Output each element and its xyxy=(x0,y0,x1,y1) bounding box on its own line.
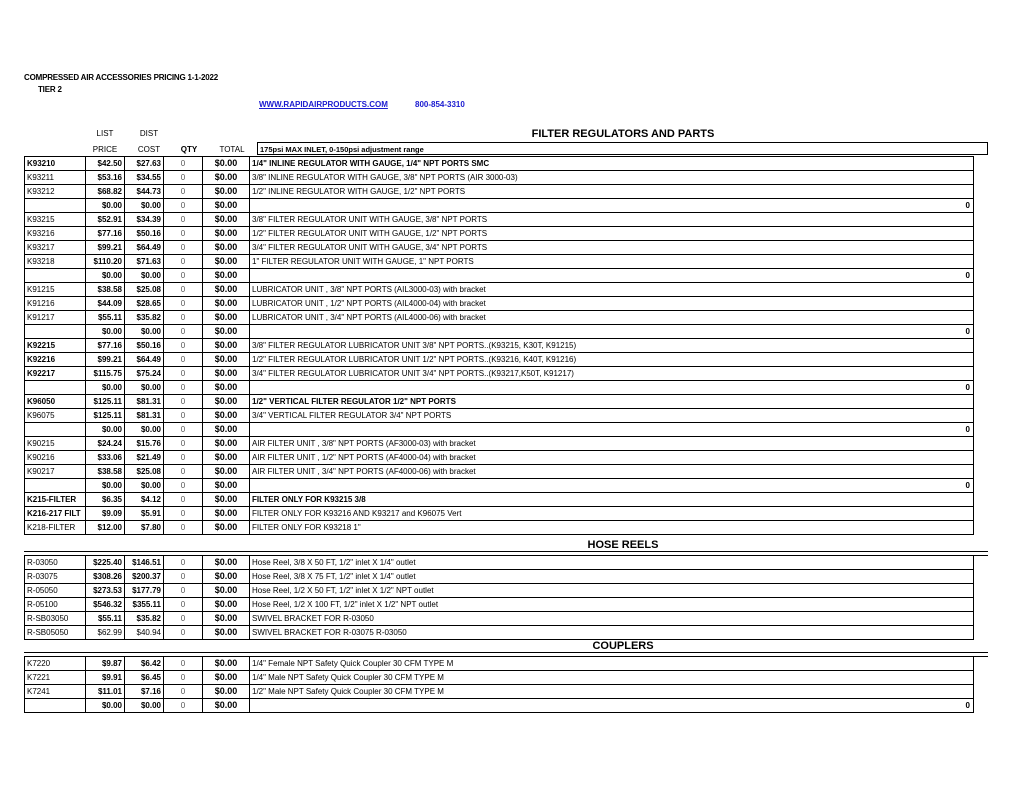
table-row xyxy=(25,598,974,612)
total-cell: $0.00 xyxy=(203,657,250,671)
qty-cell[interactable]: 0 xyxy=(164,325,203,339)
description: SWIVEL BRACKET FOR R-03075 R-03050 xyxy=(250,626,974,640)
part-number: K91216 xyxy=(25,297,86,311)
table-row xyxy=(25,507,974,521)
total-cell: $0.00 xyxy=(203,171,250,185)
dist-cost: $15.76 xyxy=(125,437,164,451)
qty-cell[interactable]: 0 xyxy=(164,213,203,227)
part-number: K90216 xyxy=(25,451,86,465)
total-cell: $0.00 xyxy=(203,227,250,241)
website-link[interactable]: WWW.RAPIDAIRPRODUCTS.COM xyxy=(259,100,388,109)
description: 3/8" FILTER REGULATOR UNIT WITH GAUGE, 3/8" NPT PORTS xyxy=(250,213,974,227)
description xyxy=(250,479,974,493)
table-row xyxy=(25,626,974,640)
description xyxy=(250,423,974,437)
list-price: $110.20 xyxy=(86,255,125,269)
description: 1/4" INLINE REGULATOR WITH GAUGE, 1/4" NPT PORTS SMC xyxy=(250,157,974,171)
dist-cost: $35.82 xyxy=(125,311,164,325)
description xyxy=(250,325,974,339)
part-number: K93216 xyxy=(25,227,86,241)
part-number xyxy=(25,325,86,339)
qty-cell[interactable]: 0 xyxy=(164,409,203,423)
dist-cost: $177.79 xyxy=(125,584,164,598)
qty-cell[interactable]: 0 xyxy=(164,381,203,395)
description: LUBRICATOR UNIT , 3/4" NPT PORTS (AIL4000-06) with bracket xyxy=(250,311,974,325)
list-price: $44.09 xyxy=(86,297,125,311)
total-cell: $0.00 xyxy=(203,556,250,570)
part-number: K93218 xyxy=(25,255,86,269)
total-cell: $0.00 xyxy=(203,570,250,584)
list-price: $225.40 xyxy=(86,556,125,570)
qty-cell[interactable]: 0 xyxy=(164,451,203,465)
total-cell: $0.00 xyxy=(203,185,250,199)
qty-cell[interactable]: 0 xyxy=(164,241,203,255)
dist-cost: $7.16 xyxy=(125,685,164,699)
dist-cost: $200.37 xyxy=(125,570,164,584)
list-price: $99.21 xyxy=(86,353,125,367)
part-number: K93217 xyxy=(25,241,86,255)
dist-cost: $0.00 xyxy=(125,199,164,213)
qty-cell[interactable]: 0 xyxy=(164,311,203,325)
dist-cost: $25.08 xyxy=(125,283,164,297)
list-price: $0.00 xyxy=(86,381,125,395)
part-number xyxy=(25,199,86,213)
total-cell: $0.00 xyxy=(203,339,250,353)
total-cell: $0.00 xyxy=(203,507,250,521)
list-price: $24.24 xyxy=(86,437,125,451)
description: AIR FILTER UNIT , 1/2" NPT PORTS (AF4000-04) with bracket xyxy=(250,451,974,465)
qty-cell[interactable]: 0 xyxy=(164,367,203,381)
list-price: $12.00 xyxy=(86,521,125,535)
part-number: K93212 xyxy=(25,185,86,199)
part-number: K215-FILTER xyxy=(25,493,86,507)
description: 1/4" Male NPT Safety Quick Coupler 30 CFM TYPE M xyxy=(250,671,974,685)
dist-cost: $25.08 xyxy=(125,465,164,479)
dist-cost: $6.45 xyxy=(125,671,164,685)
part-number: K7221 xyxy=(25,671,86,685)
qty-cell[interactable]: 0 xyxy=(164,353,203,367)
description: Hose Reel, 1/2 X 100 FT, 1/2" inlet X 1/2" NPT outlet xyxy=(250,598,974,612)
list-price: $55.11 xyxy=(86,612,125,626)
part-number: K96050 xyxy=(25,395,86,409)
part-number: K92217 xyxy=(25,367,86,381)
description: AIR FILTER UNIT , 3/4" NPT PORTS (AF4000-06) with bracket xyxy=(250,465,974,479)
dist-cost: $0.00 xyxy=(125,269,164,283)
list-price: $0.00 xyxy=(86,269,125,283)
row-zero-value: 0 xyxy=(965,201,970,210)
dist-cost: $21.49 xyxy=(125,451,164,465)
qty-cell[interactable]: 0 xyxy=(164,297,203,311)
qty-cell[interactable]: 0 xyxy=(164,171,203,185)
description: 3/4" FILTER REGULATOR LUBRICATOR UNIT 3/4" NPT PORTS..(K93217,K50T, K91217) xyxy=(250,367,974,381)
col-list-bottom: PRICE xyxy=(92,145,118,154)
col-dist-top: DIST xyxy=(139,129,159,138)
description xyxy=(250,699,974,713)
total-cell: $0.00 xyxy=(203,671,250,685)
list-price: $546.32 xyxy=(86,598,125,612)
table-row xyxy=(25,671,974,685)
table-row xyxy=(25,465,974,479)
tier-label: TIER 2 xyxy=(38,85,62,94)
description: Hose Reel, 3/8 X 75 FT, 1/2" inlet X 1/4" outlet xyxy=(250,570,974,584)
qty-cell[interactable]: 0 xyxy=(164,339,203,353)
dist-cost: $81.31 xyxy=(125,395,164,409)
table-row xyxy=(25,409,974,423)
list-price: $0.00 xyxy=(86,199,125,213)
table-row xyxy=(25,269,974,283)
table-row xyxy=(25,283,974,297)
total-cell: $0.00 xyxy=(203,325,250,339)
filter-section-title: FILTER REGULATORS AND PARTS xyxy=(531,128,715,140)
list-price: $0.00 xyxy=(86,325,125,339)
dist-cost: $64.49 xyxy=(125,353,164,367)
list-price: $77.16 xyxy=(86,339,125,353)
table-row xyxy=(25,325,974,339)
description: SWIVEL BRACKET FOR R-03050 xyxy=(250,612,974,626)
list-price: $38.58 xyxy=(86,465,125,479)
list-price: $0.00 xyxy=(86,423,125,437)
qty-cell[interactable]: 0 xyxy=(164,395,203,409)
description: 1/2" FILTER REGULATOR UNIT WITH GAUGE, 1/2" NPT PORTS xyxy=(250,227,974,241)
description: 3/8" INLINE REGULATOR WITH GAUGE, 3/8" NPT PORTS (AIR 3000-03) xyxy=(250,171,974,185)
part-number: K92215 xyxy=(25,339,86,353)
hose-section-title: HOSE REELS xyxy=(587,539,659,551)
part-number: K91215 xyxy=(25,283,86,297)
list-price: $42.50 xyxy=(86,157,125,171)
total-cell: $0.00 xyxy=(203,269,250,283)
table-row xyxy=(25,227,974,241)
table-row xyxy=(25,297,974,311)
description: 3/4" VERTICAL FILTER REGULATOR 3/4" NPT PORTS xyxy=(250,409,974,423)
dist-cost: $64.49 xyxy=(125,241,164,255)
table-row xyxy=(25,479,974,493)
qty-cell[interactable]: 0 xyxy=(164,479,203,493)
dist-cost: $0.00 xyxy=(125,381,164,395)
total-cell: $0.00 xyxy=(203,213,250,227)
table-row xyxy=(25,367,974,381)
table-row xyxy=(25,556,974,570)
qty-cell[interactable]: 0 xyxy=(164,465,203,479)
list-price: $68.82 xyxy=(86,185,125,199)
document-title: COMPRESSED AIR ACCESSORIES PRICING 1-1-2022 xyxy=(24,73,218,82)
qty-cell[interactable]: 0 xyxy=(164,283,203,297)
filter-table xyxy=(24,156,974,535)
qty-cell[interactable]: 0 xyxy=(164,556,203,570)
list-price: $0.00 xyxy=(86,479,125,493)
part-number: K93215 xyxy=(25,213,86,227)
total-cell: $0.00 xyxy=(203,199,250,213)
qty-cell[interactable]: 0 xyxy=(164,598,203,612)
total-cell: $0.00 xyxy=(203,409,250,423)
list-price: $9.91 xyxy=(86,671,125,685)
part-number: R-SB03050 xyxy=(25,612,86,626)
list-price: $6.35 xyxy=(86,493,125,507)
row-zero-value: 0 xyxy=(965,383,970,392)
total-cell: $0.00 xyxy=(203,451,250,465)
coupler-table xyxy=(24,656,974,713)
total-cell: $0.00 xyxy=(203,493,250,507)
part-number: K91217 xyxy=(25,311,86,325)
list-price: $52.91 xyxy=(86,213,125,227)
row-zero-value: 0 xyxy=(965,701,970,710)
description: AIR FILTER UNIT , 3/8" NPT PORTS (AF3000-03) with bracket xyxy=(250,437,974,451)
description xyxy=(250,199,974,213)
dist-cost: $5.91 xyxy=(125,507,164,521)
col-total: TOTAL xyxy=(219,145,245,154)
col-list-top: LIST xyxy=(96,129,114,138)
qty-cell[interactable]: 0 xyxy=(164,521,203,535)
qty-cell[interactable]: 0 xyxy=(164,199,203,213)
qty-cell[interactable]: 0 xyxy=(164,657,203,671)
row-zero-value: 0 xyxy=(965,425,970,434)
list-price: $62.99 xyxy=(86,626,125,640)
qty-cell[interactable]: 0 xyxy=(164,185,203,199)
table-row xyxy=(25,493,974,507)
description: 3/8" FILTER REGULATOR LUBRICATOR UNIT 3/8" NPT PORTS..(K93215, K30T, K91215) xyxy=(250,339,974,353)
dist-cost: $4.12 xyxy=(125,493,164,507)
table-row xyxy=(25,423,974,437)
part-number xyxy=(25,381,86,395)
table-row xyxy=(25,339,974,353)
total-cell: $0.00 xyxy=(203,157,250,171)
table-row xyxy=(25,157,974,171)
part-number: K7241 xyxy=(25,685,86,699)
dist-cost: $0.00 xyxy=(125,699,164,713)
part-number xyxy=(25,423,86,437)
table-row xyxy=(25,353,974,367)
total-cell: $0.00 xyxy=(203,626,250,640)
dist-cost: $7.80 xyxy=(125,521,164,535)
table-row xyxy=(25,570,974,584)
description: 3/4" FILTER REGULATOR UNIT WITH GAUGE, 3/4" NPT PORTS xyxy=(250,241,974,255)
part-number xyxy=(25,269,86,283)
dist-cost: $146.51 xyxy=(125,556,164,570)
total-cell: $0.00 xyxy=(203,381,250,395)
total-cell: $0.00 xyxy=(203,521,250,535)
qty-cell[interactable]: 0 xyxy=(164,507,203,521)
dist-cost: $71.63 xyxy=(125,255,164,269)
part-number: K93210 xyxy=(25,157,86,171)
couplers-section-title: COUPLERS xyxy=(592,640,654,652)
row-zero-value: 0 xyxy=(965,481,970,490)
qty-cell[interactable]: 0 xyxy=(164,685,203,699)
part-number: R-03075 xyxy=(25,570,86,584)
description: FILTER ONLY FOR K93218 1" xyxy=(250,521,974,535)
part-number: R-05050 xyxy=(25,584,86,598)
col-dist-bottom: COST xyxy=(137,145,161,154)
total-cell: $0.00 xyxy=(203,598,250,612)
qty-cell[interactable]: 0 xyxy=(164,437,203,451)
description: LUBRICATOR UNIT , 1/2" NPT PORTS (AIL4000-04) with bracket xyxy=(250,297,974,311)
total-cell: $0.00 xyxy=(203,241,250,255)
list-price: $53.16 xyxy=(86,171,125,185)
qty-cell[interactable]: 0 xyxy=(164,423,203,437)
list-price: $125.11 xyxy=(86,409,125,423)
total-cell: $0.00 xyxy=(203,479,250,493)
description: 1" FILTER REGULATOR UNIT WITH GAUGE, 1" NPT PORTS xyxy=(250,255,974,269)
description: FILTER ONLY FOR K93216 AND K93217 and K96075 Vert xyxy=(250,507,974,521)
table-row xyxy=(25,451,974,465)
dist-cost: $355.11 xyxy=(125,598,164,612)
qty-cell[interactable]: 0 xyxy=(164,255,203,269)
list-price: $0.00 xyxy=(86,699,125,713)
total-cell: $0.00 xyxy=(203,437,250,451)
part-number: K7220 xyxy=(25,657,86,671)
dist-cost: $50.16 xyxy=(125,227,164,241)
list-price: $273.53 xyxy=(86,584,125,598)
description: 1/4" Female NPT Safety Quick Coupler 30 CFM TYPE M xyxy=(250,657,974,671)
table-row xyxy=(25,311,974,325)
description: 1/2" FILTER REGULATOR LUBRICATOR UNIT 1/2" NPT PORTS..(K93216, K40T, K91216) xyxy=(250,353,974,367)
table-row xyxy=(25,612,974,626)
list-price: $99.21 xyxy=(86,241,125,255)
total-cell: $0.00 xyxy=(203,685,250,699)
table-row xyxy=(25,381,974,395)
qty-cell[interactable]: 0 xyxy=(164,157,203,171)
table-row xyxy=(25,199,974,213)
table-row xyxy=(25,521,974,535)
list-price: $11.01 xyxy=(86,685,125,699)
phone-number: 800-854-3310 xyxy=(415,100,465,109)
table-row xyxy=(25,657,974,671)
qty-cell[interactable]: 0 xyxy=(164,493,203,507)
qty-cell[interactable]: 0 xyxy=(164,227,203,241)
dist-cost: $28.65 xyxy=(125,297,164,311)
dist-cost: $81.31 xyxy=(125,409,164,423)
dist-cost: $0.00 xyxy=(125,423,164,437)
table-row xyxy=(25,437,974,451)
table-row xyxy=(25,685,974,699)
list-price: $38.58 xyxy=(86,283,125,297)
hose-table xyxy=(24,555,974,640)
dist-cost: $6.42 xyxy=(125,657,164,671)
table-row xyxy=(25,584,974,598)
total-cell: $0.00 xyxy=(203,255,250,269)
total-cell: $0.00 xyxy=(203,465,250,479)
total-cell: $0.00 xyxy=(203,367,250,381)
total-cell: $0.00 xyxy=(203,297,250,311)
total-cell: $0.00 xyxy=(203,395,250,409)
total-cell: $0.00 xyxy=(203,353,250,367)
dist-cost: $0.00 xyxy=(125,479,164,493)
dist-cost: $44.73 xyxy=(125,185,164,199)
list-price: $33.06 xyxy=(86,451,125,465)
qty-cell[interactable]: 0 xyxy=(164,612,203,626)
table-row xyxy=(25,699,974,713)
part-number: K92216 xyxy=(25,353,86,367)
description: FILTER ONLY FOR K93215 3/8 xyxy=(250,493,974,507)
dist-cost: $34.39 xyxy=(125,213,164,227)
qty-cell[interactable]: 0 xyxy=(164,584,203,598)
total-cell: $0.00 xyxy=(203,423,250,437)
description: 1/2" INLINE REGULATOR WITH GAUGE, 1/2" NPT PORTS xyxy=(250,185,974,199)
dist-cost: $40.94 xyxy=(125,626,164,640)
part-number: K216-217 FILT xyxy=(25,507,86,521)
part-number: R-05100 xyxy=(25,598,86,612)
description xyxy=(250,381,974,395)
part-number xyxy=(25,699,86,713)
dist-cost: $27.63 xyxy=(125,157,164,171)
qty-cell[interactable]: 0 xyxy=(164,269,203,283)
table-row xyxy=(25,171,974,185)
dist-cost: $35.82 xyxy=(125,612,164,626)
description: 1/2" Male NPT Safety Quick Coupler 30 CFM TYPE M xyxy=(250,685,974,699)
qty-cell[interactable]: 0 xyxy=(164,671,203,685)
dist-cost: $50.16 xyxy=(125,339,164,353)
table-row xyxy=(25,241,974,255)
description: Hose Reel, 1/2 X 50 FT, 1/2" inlet X 1/2" NPT outlet xyxy=(250,584,974,598)
table-row xyxy=(25,395,974,409)
table-row xyxy=(25,213,974,227)
col-qty: QTY xyxy=(180,145,198,154)
dist-cost: $0.00 xyxy=(125,325,164,339)
list-price: $115.75 xyxy=(86,367,125,381)
total-cell: $0.00 xyxy=(203,584,250,598)
total-cell: $0.00 xyxy=(203,612,250,626)
part-number: R-SB05050 xyxy=(25,626,86,640)
description xyxy=(250,269,974,283)
list-price: $55.11 xyxy=(86,311,125,325)
part-number: K93211 xyxy=(25,171,86,185)
dist-cost: $34.55 xyxy=(125,171,164,185)
list-price: $9.09 xyxy=(86,507,125,521)
qty-cell[interactable]: 0 xyxy=(164,699,203,713)
table-row xyxy=(25,255,974,269)
part-number: K90217 xyxy=(25,465,86,479)
total-cell: $0.00 xyxy=(203,283,250,297)
part-number: K218-FILTER xyxy=(25,521,86,535)
list-price: $125.11 xyxy=(86,395,125,409)
qty-cell[interactable]: 0 xyxy=(164,626,203,640)
total-cell: $0.00 xyxy=(203,699,250,713)
list-price: $77.16 xyxy=(86,227,125,241)
description: 1/2" VERTICAL FILTER REGULATOR 1/2" NPT PORTS xyxy=(250,395,974,409)
part-number: R-03050 xyxy=(25,556,86,570)
description: Hose Reel, 3/8 X 50 FT, 1/2" inlet X 1/4" outlet xyxy=(250,556,974,570)
description: LUBRICATOR UNIT , 3/8" NPT PORTS (AIL3000-03) with bracket xyxy=(250,283,974,297)
total-cell: $0.00 xyxy=(203,311,250,325)
filter-section-note: 175psi MAX INLET, 0-150psi adjustment range xyxy=(257,142,988,155)
part-number: K90215 xyxy=(25,437,86,451)
part-number xyxy=(25,479,86,493)
qty-cell[interactable]: 0 xyxy=(164,570,203,584)
list-price: $9.87 xyxy=(86,657,125,671)
dist-cost: $75.24 xyxy=(125,367,164,381)
row-zero-value: 0 xyxy=(965,327,970,336)
table-row xyxy=(25,185,974,199)
part-number: K96075 xyxy=(25,409,86,423)
row-zero-value: 0 xyxy=(965,271,970,280)
list-price: $308.26 xyxy=(86,570,125,584)
